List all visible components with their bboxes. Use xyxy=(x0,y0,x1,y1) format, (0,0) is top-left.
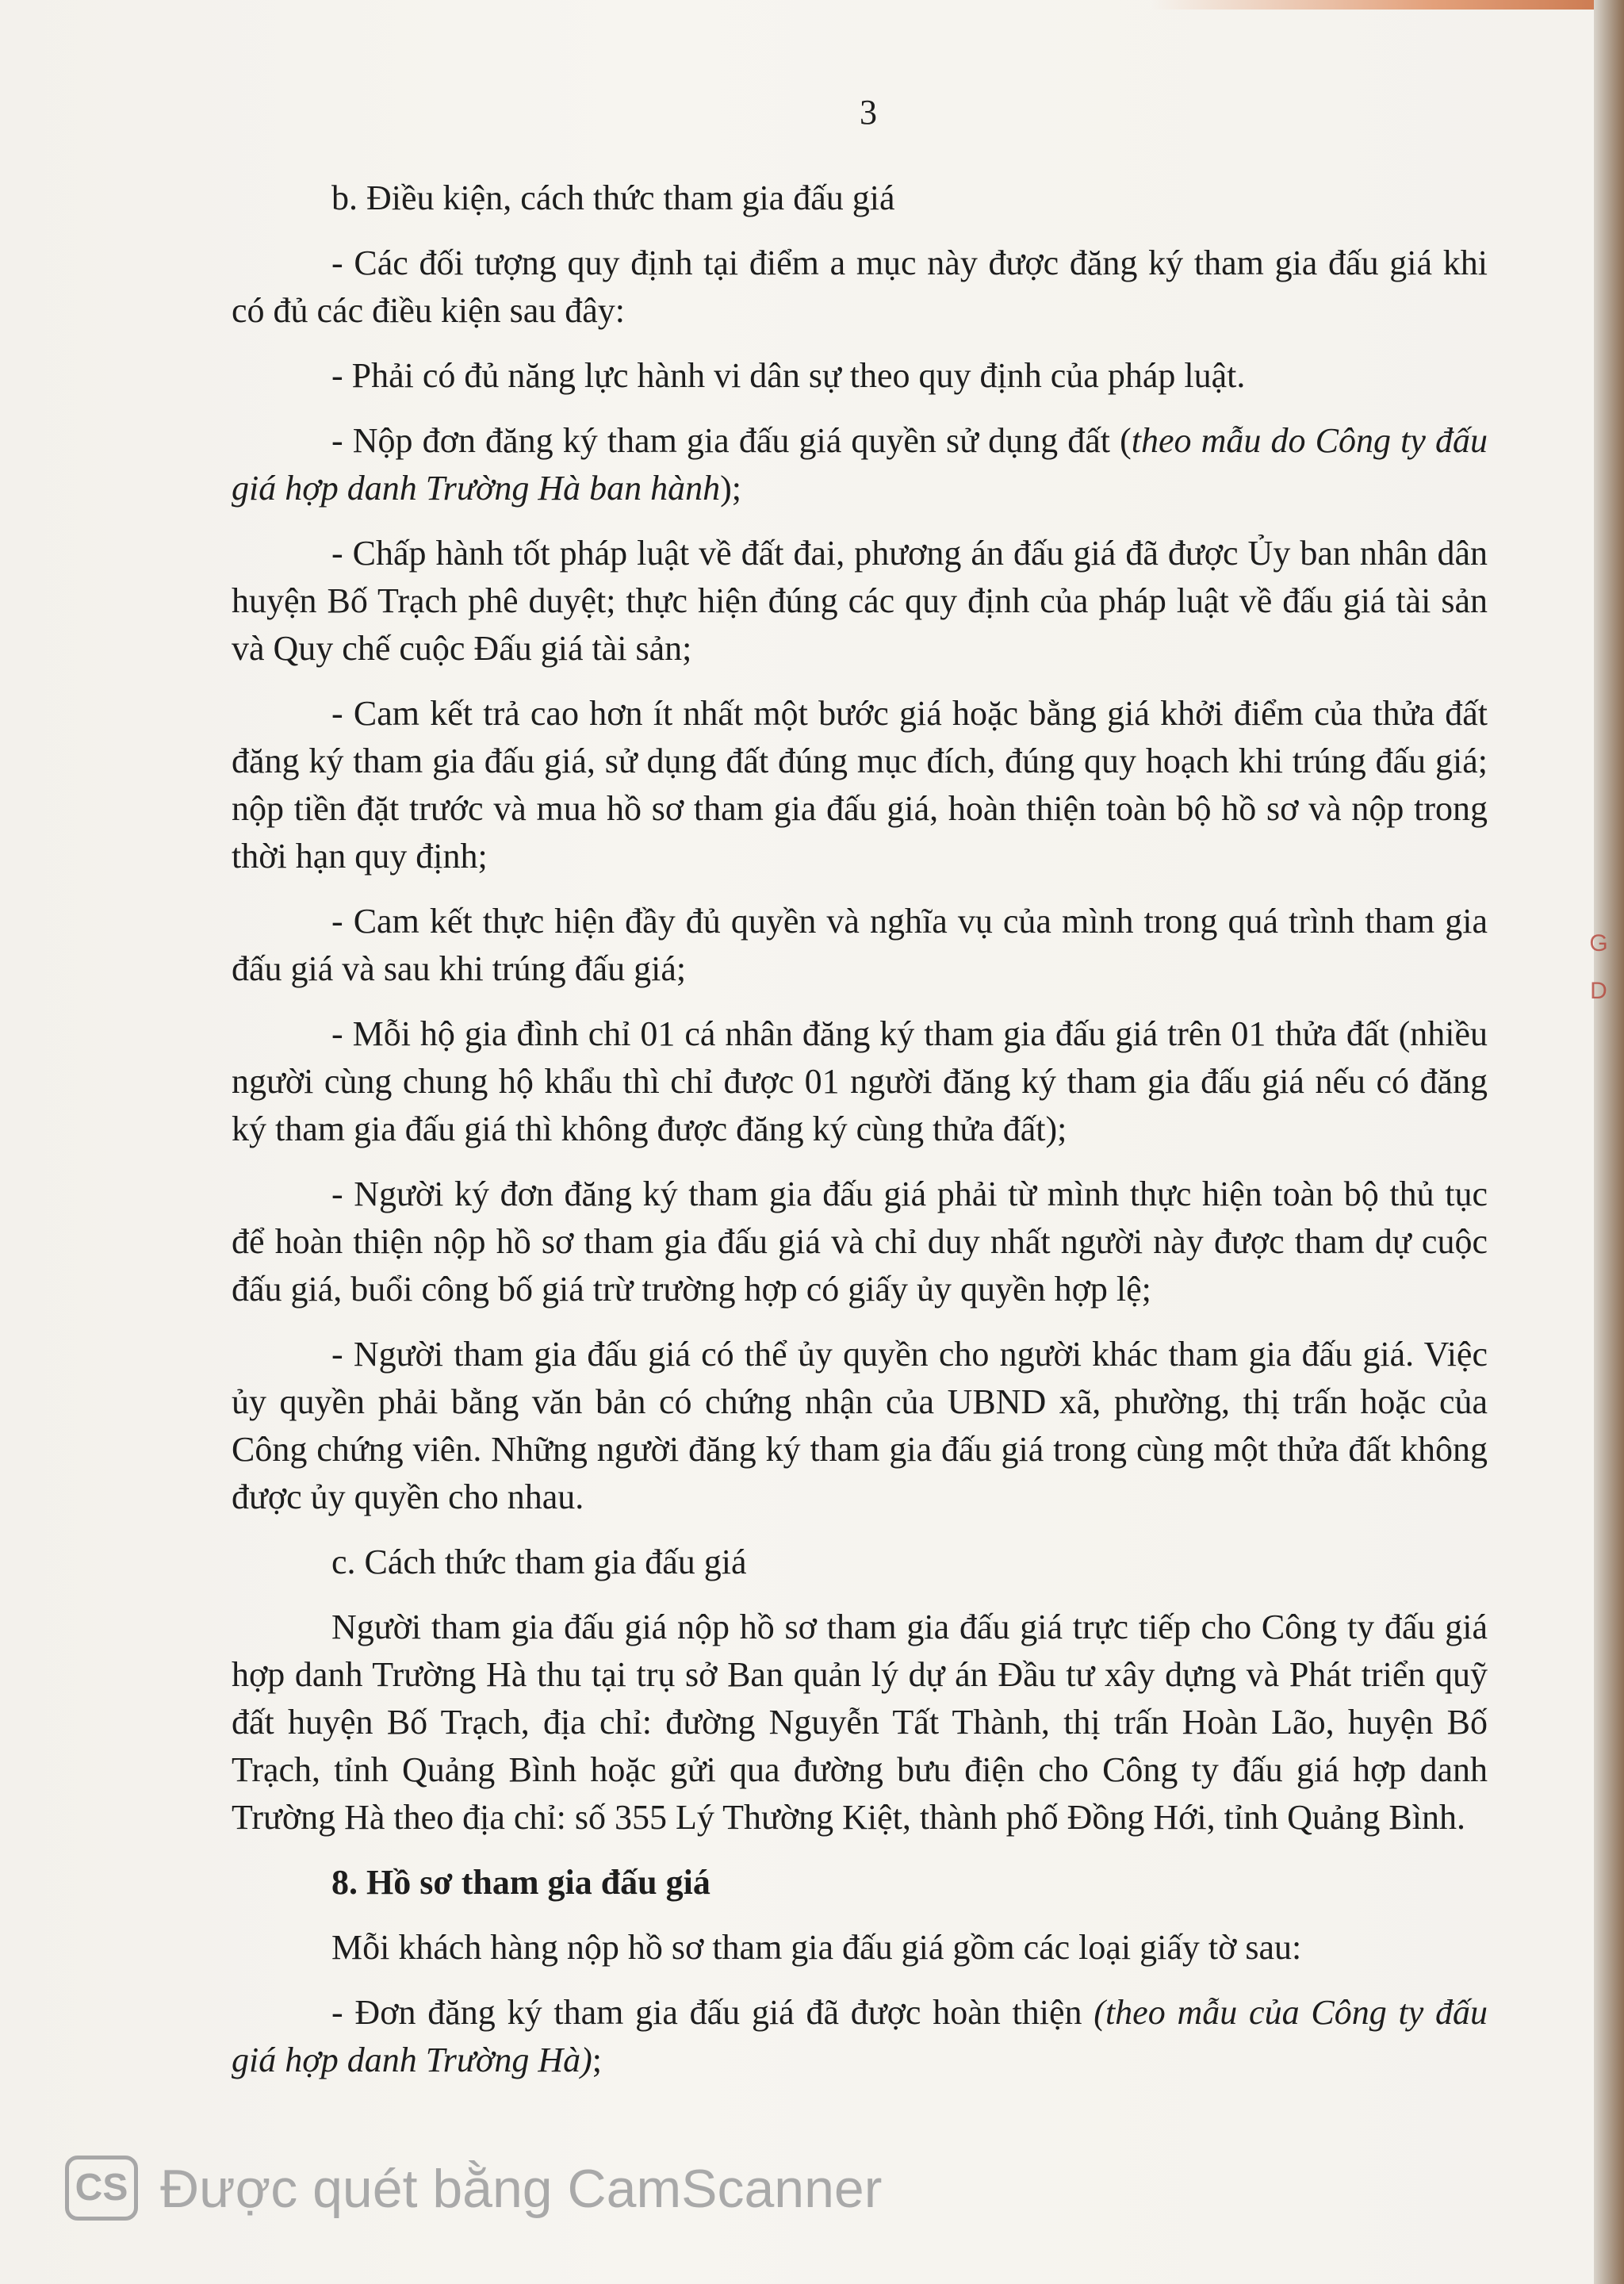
paragraph: Người tham gia đấu giá nộp hồ sơ tham gia đấu giá trực tiếp cho Công ty đấu giá hợp danh Trường Hà thu tại trụ sở Ban quản lý dự án Đầu tư xây dựng và Phát triển quỹ đất huyện Bố Trạch, địa chỉ: đường Nguyễn Tất Thành, thị trấn Hoàn Lão, huyện Bố Trạch, tỉnh Quảng Bình hoặc gửi qua đường bưu điện cho Công ty đấu giá hợp danh Trường Hà theo địa chỉ: số 355 Lý Thường Kiệt, thành phố Đồng Hới, tỉnh Quảng Bình. xyxy=(232,1608,1488,1837)
italic-text: theo mẫu do Công ty đấu giá hợp danh Trường Hà ban hành xyxy=(232,421,1488,508)
text: ); xyxy=(720,469,742,508)
paragraph: - Cam kết thực hiện đầy đủ quyền và nghĩa vụ của mình trong quá trình tham gia đấu giá và sau khi trúng đấu giá; xyxy=(232,902,1488,988)
paragraph xyxy=(232,417,1488,512)
document-body xyxy=(232,174,1488,2084)
page-top-edge xyxy=(1150,0,1624,10)
italic-text: (theo mẫu của Công ty đấu giá hợp danh Trường Hà) xyxy=(232,1993,1488,2079)
paragraph xyxy=(232,1989,1488,2084)
paragraph: - Người ký đơn đăng ký tham gia đấu giá phải từ mình thực hiện toàn bộ thủ tục để hoàn thiện nộp hồ sơ tham gia đấu giá và chỉ duy nhất người này được tham dự cuộc đấu giá, buổi công bố giá trừ trường hợp có giấy ủy quyền hợp lệ; xyxy=(232,1175,1488,1309)
text: ; xyxy=(592,2041,603,2079)
page-right-edge xyxy=(1594,0,1624,2284)
paragraph: - Chấp hành tốt pháp luật về đất đai, phương án đấu giá đã được Ủy ban nhân dân huyện Bố Trạch phê duyệt; thực hiện đúng các quy định của pháp luật về đấu giá tài sản và Quy chế cuộc Đấu giá tài sản; xyxy=(232,534,1488,668)
paragraph: - Người tham gia đấu giá có thể ủy quyền cho người khác tham gia đấu giá. Việc ủy quyền phải bằng văn bản có chứng nhận của UBND xã, phường, thị trấn hoặc của Công chứng viên. Những người đăng ký tham gia đấu giá trong cùng một thửa đất không được ủy quyền cho nhau. xyxy=(232,1335,1488,1516)
paragraph: Mỗi khách hàng nộp hồ sơ tham gia đấu giá gồm các loại giấy tờ sau: xyxy=(331,1928,1302,1967)
paragraph: - Cam kết trả cao hơn ít nhất một bước giá hoặc bằng giá khởi điểm của thửa đất đăng ký tham gia đấu giá, sử dụng đất đúng mục đích, đúng quy hoạch khi trúng đấu giá; nộp tiền đặt trước và mua hồ sơ tham gia đấu giá, hoàn thiện toàn bộ hồ sơ và nộp trong thời hạn quy định; xyxy=(232,694,1488,876)
paragraph: - Phải có đủ năng lực hành vi dân sự theo quy định của pháp luật. xyxy=(331,356,1246,395)
bleed-through-stamp: G D xyxy=(1589,930,1608,1004)
subsection-heading-c: c. Cách thức tham gia đấu giá xyxy=(331,1542,747,1581)
page-number: 3 xyxy=(860,93,877,132)
paragraph: - Các đối tượng quy định tại điểm a mục này được đăng ký tham gia đấu giá khi có đủ các điều kiện sau đây: xyxy=(232,243,1488,330)
subsection-heading-b: b. Điều kiện, cách thức tham gia đấu giá xyxy=(331,178,895,217)
camscanner-logo-icon: CS xyxy=(65,2156,138,2221)
section-heading-8: 8. Hồ sơ tham gia đấu giá xyxy=(331,1863,710,1902)
camscanner-watermark: Được quét bằng CamScanner xyxy=(160,2159,883,2219)
text: - Đơn đăng ký tham gia đấu giá đã được hoàn thiện xyxy=(331,1993,1094,2032)
text: - Nộp đơn đăng ký tham gia đấu giá quyền sử dụng đất ( xyxy=(331,421,1132,460)
paragraph: - Mỗi hộ gia đình chỉ 01 cá nhân đăng ký tham gia đấu giá trên 01 thửa đất (nhiều người cùng chung hộ khẩu thì chỉ được 01 người đăng ký tham gia đấu giá nếu có đăng ký tham gia đấu giá thì không được đăng ký cùng thửa đất); xyxy=(232,1014,1488,1148)
